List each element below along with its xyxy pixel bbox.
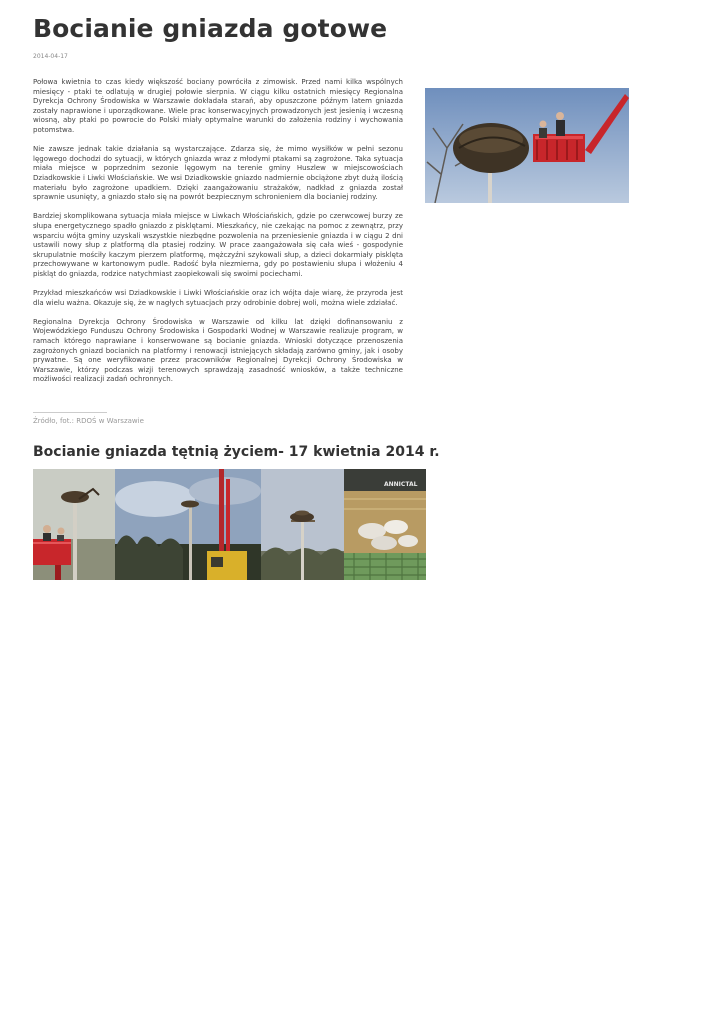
article-paragraph: Połowa kwietnia to czas kiedy większość bociany powróciła z zimowisk. Przed nami kilka wspólnych miesięcy - ptaki te odlatują w drugiej połowie sierpnia. W ciągu kilku ostatnich miesięcy Regionalna Dyrekcja Ochrony Środowiska w Warszawie dokładała starań, aby opuszczone późnym latem gniazda zostały naprawione i uporządkowane. Wiele prac konserwacyjnych prowadzonych jest jesienią i wczesną wiosną, aby ptaki po powrocie do Polski miały optymalne warunki do założenia rodziny i wychowania potomstwa. bbox=[33, 78, 403, 134]
gallery-title: Bocianie gniazda tętnią życiem- 17 kwietnia 2014 r. bbox=[33, 444, 440, 460]
source-credit: Źródło, fot.: RDOŚ w Warszawie bbox=[33, 417, 144, 425]
article-body bbox=[33, 78, 403, 395]
publish-date: 2014-04-17 bbox=[33, 53, 68, 60]
article-paragraph: Bardziej skomplikowana sytuacja miała miejsce w Liwkach Włościańskich, gdzie po czerwcowej burzy ze słupa energetycznego spadło gniazdo z pisklętami. Mieszkańcy, nie czekając na pomoc z zewnątrz, przy wsparciu wójta gminy uzyskali wszystkie niezbędne pozwolenia na przeniesienie gniazda i w ciągu 2 dni ustawili nowy słup z platformą dla ptasiej rodziny. W prace zaangażowała się cała wieś - gospodynie skrupulatnie mościły kaczym pierzem platformę, mężczyźni szykowali słup, a dzieci dokarmiały pisklęta przechowywane w kartonowym pudle. Radość była niezmierna, gdy po postawieniu słupa i włożeniu 4 piskląt do gniazda, rodzice natychmiast zaopiekowali się swoimi pociechami. bbox=[33, 212, 403, 278]
page-title: Bocianie gniazda gotowe bbox=[33, 14, 388, 43]
thumb-caption: ANNICTAL bbox=[384, 481, 418, 488]
gallery-thumb-4[interactable] bbox=[344, 469, 426, 580]
article-paragraph: Przykład mieszkańców wsi Dziadkowskie i Liwki Włościańskie oraz ich wójta daje wiarę, że przyroda jest dla wielu ważna. Okazuje się, że w nagłych sytuacjach przy odrobinie dobrej woli, można wiele zdziałać. bbox=[33, 289, 403, 307]
gallery-thumb-1[interactable] bbox=[33, 469, 115, 580]
photo-gallery bbox=[33, 469, 426, 580]
article-paragraph: Nie zawsze jednak takie działania są wystarczające. Zdarza się, że mimo wysiłków w pełni sezonu lęgowego dochodzi do sytuacji, w których gniazda wraz z młodymi ptakami są zagrożone. Taka sytuacja miała miejsce w poprzednim sezonie lęgowym na terenie gminy Huszlew w miejscowościach Dziadkowskie i Liwki Włościańskie. We wsi Dziadkowskie gniazdo nadmiernie obciążone zbyt dużą ilością materiału było zagrożone upadkiem. Dzięki zaangażowaniu strażaków, nadkład z gniazda został sprawnie usunięty, a gniazdo stało się na powrót bezpiecznym schronieniem dla bocianiej rodziny. bbox=[33, 145, 403, 202]
source-separator bbox=[33, 412, 107, 413]
hero-image bbox=[425, 88, 629, 203]
article-paragraph: Regionalna Dyrekcja Ochrony Środowiska w Warszawie od kilku lat dzięki dofinansowaniu z Wojewódzkiego Funduszu Ochrony Środowiska i Gospodarki Wodnej w Warszawie realizuje program, w ramach którego naprawiane i konserwowane są bocianie gniazda. Wnioski dotyczące przenoszenia zagrożonych gniazd bocianich na platformy i renowacji istniejących składają zarówno gminy, jak i osoby prywatne. Są one weryfikowane przez pracowników Regionalnej Dyrekcji Ochrony Środowiska w Warszawie, którzy podczas wizji terenowych sprawdzają zasadność wniosków, a także techniczne możliwości realizacji zadań ochronnych. bbox=[33, 317, 403, 384]
gallery-thumb-3[interactable] bbox=[261, 469, 344, 580]
gallery-thumb-2[interactable] bbox=[115, 469, 261, 580]
